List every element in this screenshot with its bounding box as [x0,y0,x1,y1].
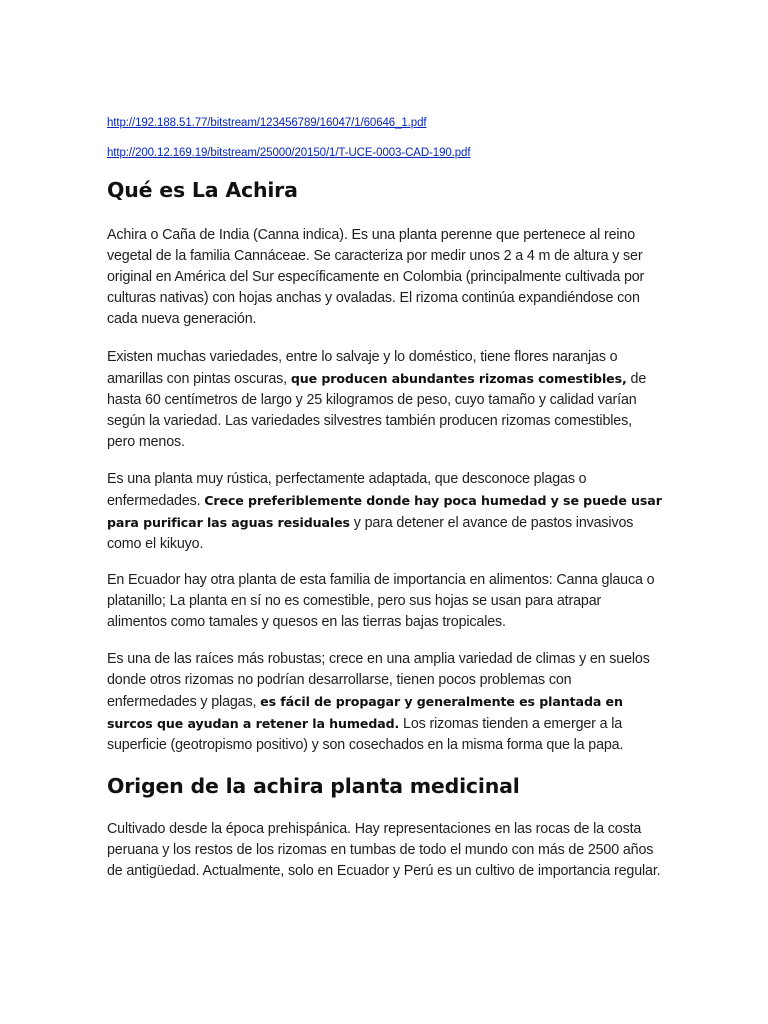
paragraph-1: Achira o Caña de India (Canna indica). Es una planta perenne que pertenece al reino vegetal de la familia Cannáceae. Se caracteriza por medir unos 2 a 4 m de altura y ser original en América del Sur específicamente en Colombia (principalmente cultivada por culturas nativas) con hojas anchas y ovaladas. El rizoma continúa expandiéndose con cada nueva generación. [107,227,645,327]
paragraph-2-text-a: Existen muchas variedades, entre lo salvaje y lo doméstico, tiene flores naranjas o amarillas con pintas oscuras, [107,349,618,387]
paragraph-6: Cultivado desde la época prehispánica. Hay representaciones en las rocas de la costa peruana y los restos de los rizomas en tumbas de todo el mundo con más de 2500 años de antigüedad. Actualmente, solo en Ecuador y Perú es un cultivo de importancia regular. [107,821,661,879]
paragraph-2 [107,347,663,453]
paragraph-3 [107,469,663,555]
paragraph-5-bold: es fácil de propagar y generalmente es plantada en surcos que ayudan a retener la humedad. [107,694,623,731]
paragraph-4: En Ecuador hay otra planta de esta familia de importancia en alimentos: Canna glauca o platanillo; La planta en sí no es comestible, pero sus hojas se usan para atrapar alimentos como tamales y quesos en las tierras bajas tropicales. [107,572,655,630]
paragraph-5-text-a: Es una de las raíces más robustas; crece en una amplia variedad de climas y en suelos donde otros rizomas no podrían desarrollarse, tienen pocos problemas con enfermedades y plagas, [107,651,650,710]
paragraph-3-bold: Crece preferiblemente donde hay poca humedad y se puede usar para purificar las aguas residuales [107,493,662,530]
section-heading-origen: Origen de la achira planta medicinal [107,774,520,798]
paragraph-5-text-c: Los rizomas tienden a emerger a la superficie (geotropismo positivo) y son cosechados en la misma forma que la papa. [107,716,624,753]
paragraph-2-text-c: de hasta 60 centímetros de largo y 25 kilogramos de peso, cuyo tamaño y calidad varían según la variedad. Las variedades silvestres también producen rizomas comestibles, pero menos. [107,371,647,450]
reference-link-2[interactable]: http://200.12.169.19/bitstream/25000/20150/1/T-UCE-0003-CAD-190.pdf [107,147,471,159]
paragraph-2-bold: que producen abundantes rizomas comestibles, [290,371,627,386]
paragraph-5 [107,649,663,756]
section-heading-que-es-la-achira: Qué es La Achira [107,178,298,202]
reference-link-1[interactable]: http://192.188.51.77/bitstream/123456789/16047/1/60646_1.pdf [107,117,427,129]
paragraph-3-text-a: Es una planta muy rústica, perfectamente adaptada, que desconoce plagas o enfermedades. [107,471,587,509]
paragraph-3-text-c: y para detener el avance de pastos invasivos como el kikuyo. [107,515,634,552]
